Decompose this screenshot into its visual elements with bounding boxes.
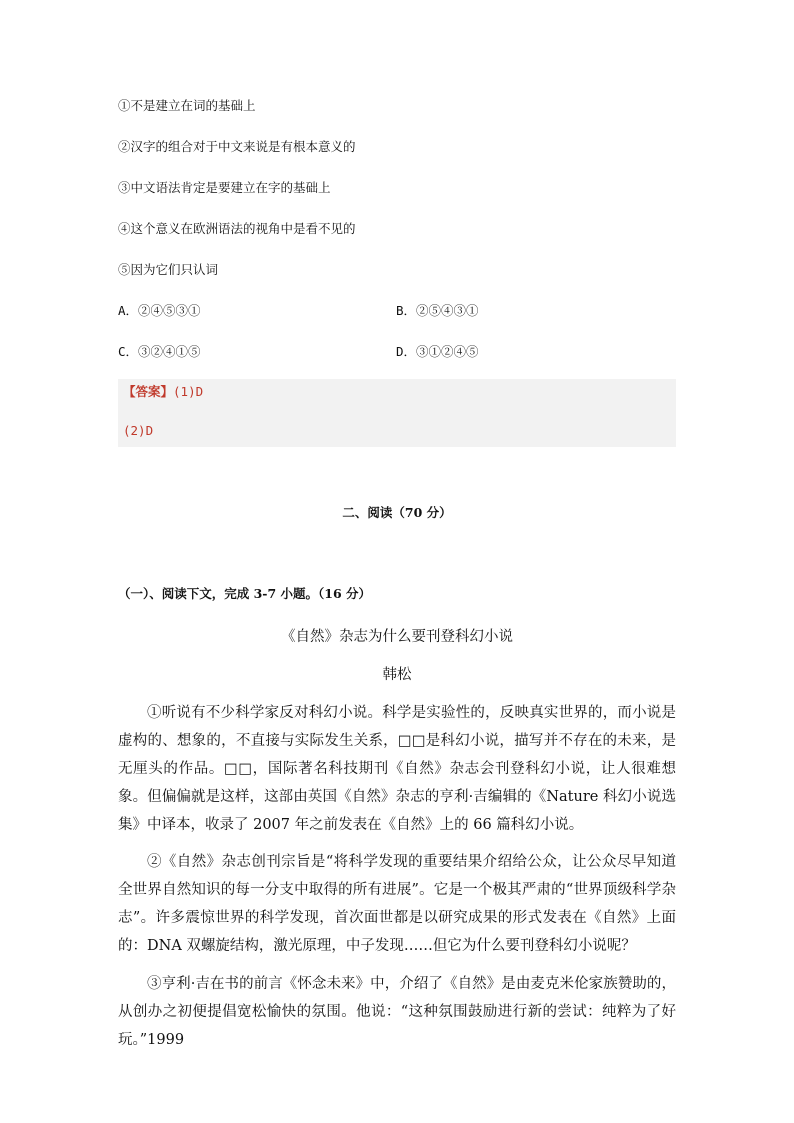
article-title: 《自然》杂志为什么要刊登科幻小说 — [281, 629, 513, 645]
item-2: ②汉字的组合对于中文来说是有根本意义的 — [118, 139, 356, 154]
section-title: 二、阅读（70 分） — [342, 505, 452, 520]
answer-value-1: (1)D — [173, 384, 204, 399]
option-d: D．③①②④⑤ — [396, 344, 479, 359]
option-a: A．②④⑤③① — [118, 303, 201, 318]
paragraph-1: ①听说有不少科学家反对科幻小说。科学是实验性的，反映真实世界的，而小说是虚构的、想象的，不直接与实际发生关系，□□是科幻小说，描写并不存在的未来，是无厘头的作品。□□，国际著名科技期刊《自然》杂志会刊登科幻小说，让人很难想象。但偏偏就是这样，这部由英国《自然》杂志的亨利·吉编辑的《Nature 科幻小说选集》中译本，收录了 2007 年之前发表在《自然》上的 66 篇科幻小说。 — [118, 705, 676, 833]
option-b: B．②⑤④③① — [396, 303, 479, 318]
option-c: C．③②④①⑤ — [118, 344, 201, 359]
answer-line-1 — [123, 382, 203, 400]
article-author: 韩松 — [382, 667, 412, 683]
item-4: ④这个意义在欧洲语法的视角中是看不见的 — [118, 221, 356, 236]
paragraph-3: ③亨利·吉在书的前言《怀念未来》中，介绍了《自然》是由麦克米伦家族赞助的，从创办之初便提倡宽松愉快的氛围。他说：“这种氛围鼓励进行新的尝试：纯粹为了好玩。”1999 — [118, 976, 676, 1048]
paragraph-2: ②《自然》杂志创刊宗旨是“将科学发现的重要结果介绍给公众，让公众尽早知道全世界自然知识的每一分支中取得的所有进展”。它是一个极其严肃的“世界顶级科学杂志”。许多震惊世界的科学发现，首次面世都是以研究成果的形式发表在《自然》上面的：DNA 双螺旋结构，激光原理，中子发现……但它为什么要刊登科幻小说呢？ — [118, 854, 676, 954]
answer-line-2: (2)D — [123, 423, 154, 438]
subsection-title: （一）、阅读下文，完成 3-7 小题。（16 分） — [118, 586, 372, 601]
item-5: ⑤因为它们只认词 — [118, 262, 219, 277]
item-3: ③中文语法肯定是要建立在字的基础上 — [118, 180, 331, 195]
item-1: ①不是建立在词的基础上 — [118, 98, 256, 113]
answer-label: 【答案】 — [123, 384, 174, 399]
answer-box — [118, 379, 676, 447]
